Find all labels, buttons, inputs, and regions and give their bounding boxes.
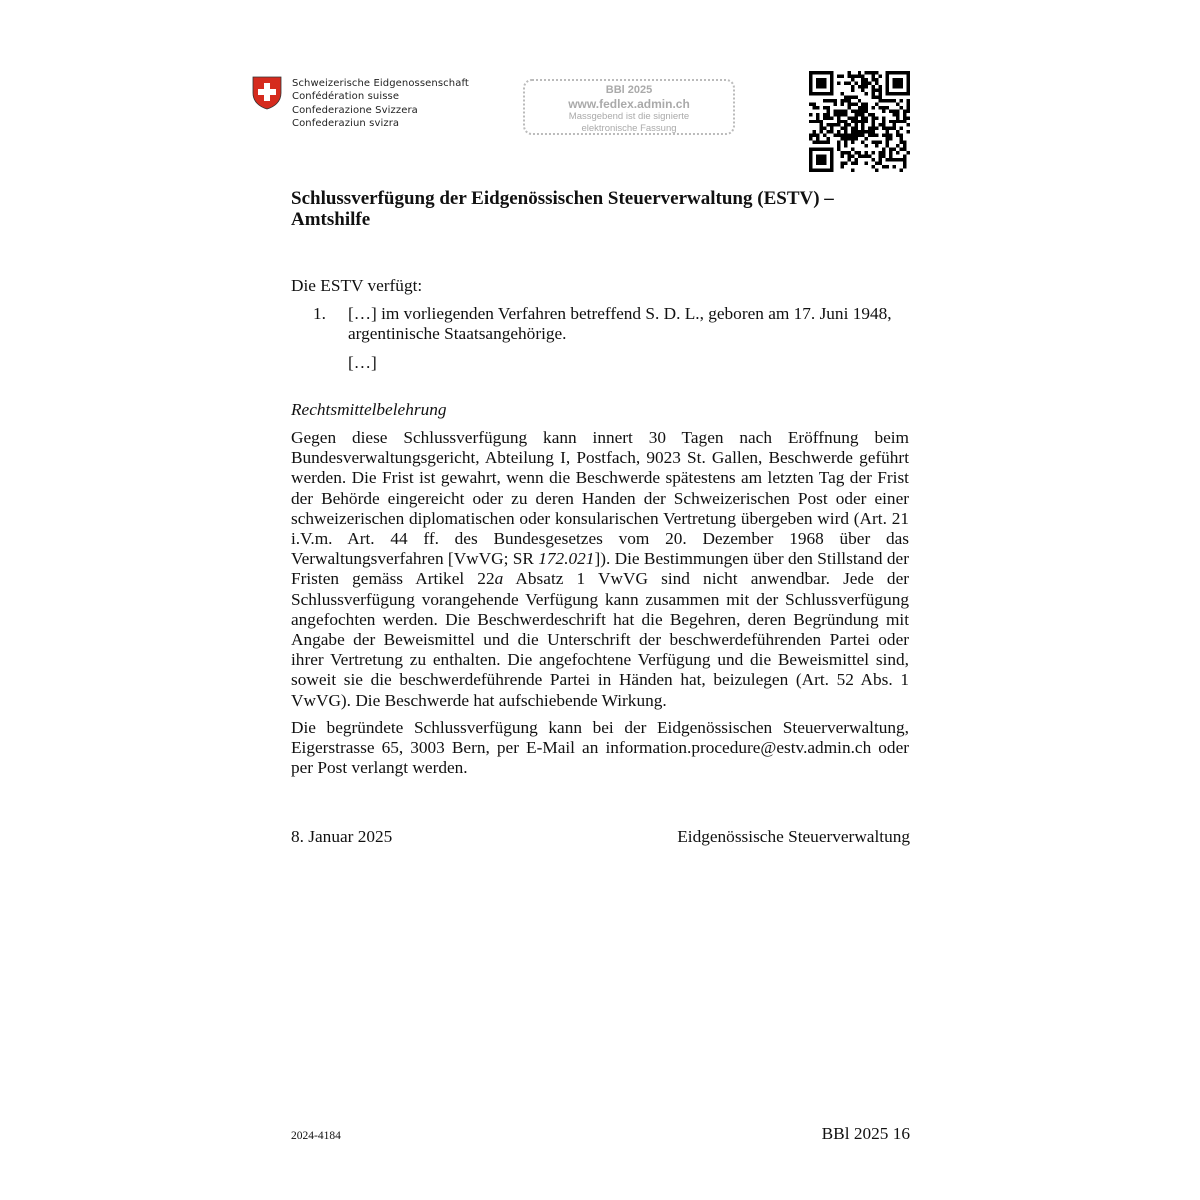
list-item-number: 1. (313, 304, 326, 323)
list-item-text: […] im vorliegenden Verfahren betreffend S. D. L., geboren am 17. Juni 1948, argentinische Staatsangehörige. (348, 304, 892, 344)
stamp-note-2: elektronische Fassung (581, 122, 677, 134)
document-date: 8. Januar 2025 (291, 827, 393, 846)
sr-number: 172.021 (538, 549, 595, 569)
federation-names (292, 77, 469, 131)
issuing-authority: Eidgenössische Steuerverwaltung (677, 827, 910, 846)
federation-name-it: Confederazione Svizzera (292, 104, 418, 116)
federation-name-rm: Confederaziun svizra (292, 118, 400, 130)
stamp-publication: BBl 2025 (605, 84, 653, 96)
appeal-text-part1: Gegen diese Schlussverfügung kann innert 30 Tagen nach Eröffnung beim Bundesverwaltungsgericht, Abteilung I, Postfach, 9023 St. Gallen, Beschwerde geführt werden. Die Frist ist gewahrt, wenn die Beschwerde spätestens am letzten Tag der Frist der Behörde eingereicht oder zu deren Handen der Schweizerischen Post oder einer schweizerischen diplomatischen oder konsularischen Vertretung übergeben wird (Art. 21 i.V.m. Art. 44 ff. des Bundesgesetzes vom 20. Dezember 1968 über das Verwaltungsverfahren [VwVG; SR (291, 428, 909, 569)
swiss-cross-shield-icon (252, 76, 282, 110)
request-info-paragraph: Die begründete Schlussverfügung kann bei der Eidgenössischen Steuerverwaltung, Eigerstrasse 65, 3003 Bern, per E-Mail an information.procedure@estv.admin.ch oder per Post verlangt werden. (291, 718, 909, 778)
publication-stamp (523, 79, 735, 135)
appeal-text-part3: Absatz 1 VwVG sind nicht anwendbar. Jede der Schlussverfügung vorangehende Verfügung kann zusammen mit der Schlussverfügung angefochten werden. Die Beschwerdeschrift hat die Begehren, deren Begründung mit Angabe der Beweismittel und die Unterschrift der beschwerdeführenden Partei oder ihrer Vertretung zu enthalten. Die angefochtene Verfügung und die Beweismittel sind, soweit sie die beschwerdeführende Partei in Händen hat, beizulegen (Art. 52 Abs. 1 VwVG). Die Beschwerde hat aufschiebende Wirkung. (291, 569, 909, 710)
stamp-url: www.fedlex.admin.ch (568, 97, 690, 111)
appeal-instructions-paragraph (291, 428, 909, 711)
page-reference: BBl 2025 16 (821, 1124, 910, 1143)
appeal-text-part2: ]). Die Bestimmungen über den Stillstand der Fristen gemäss Artikel 22 (291, 549, 909, 589)
intro-text: Die ESTV verfügt: (291, 276, 423, 295)
article-letter: a (494, 569, 504, 589)
document-title: Schlussverfügung der Eidgenössischen Steuerverwaltung (ESTV) – Amtshilfe (291, 188, 834, 230)
section-heading: Rechtsmittelbelehrung (291, 400, 447, 419)
federation-name-fr: Confédération suisse (292, 91, 400, 103)
qr-code-icon (809, 71, 910, 172)
list-item-ellipsis: […] (348, 353, 377, 372)
document-number: 2024-4184 (291, 1130, 341, 1142)
stamp-note-1: Massgebend ist die signierte (568, 111, 690, 122)
federation-name-de: Schweizerische Eidgenossenschaft (292, 78, 469, 89)
